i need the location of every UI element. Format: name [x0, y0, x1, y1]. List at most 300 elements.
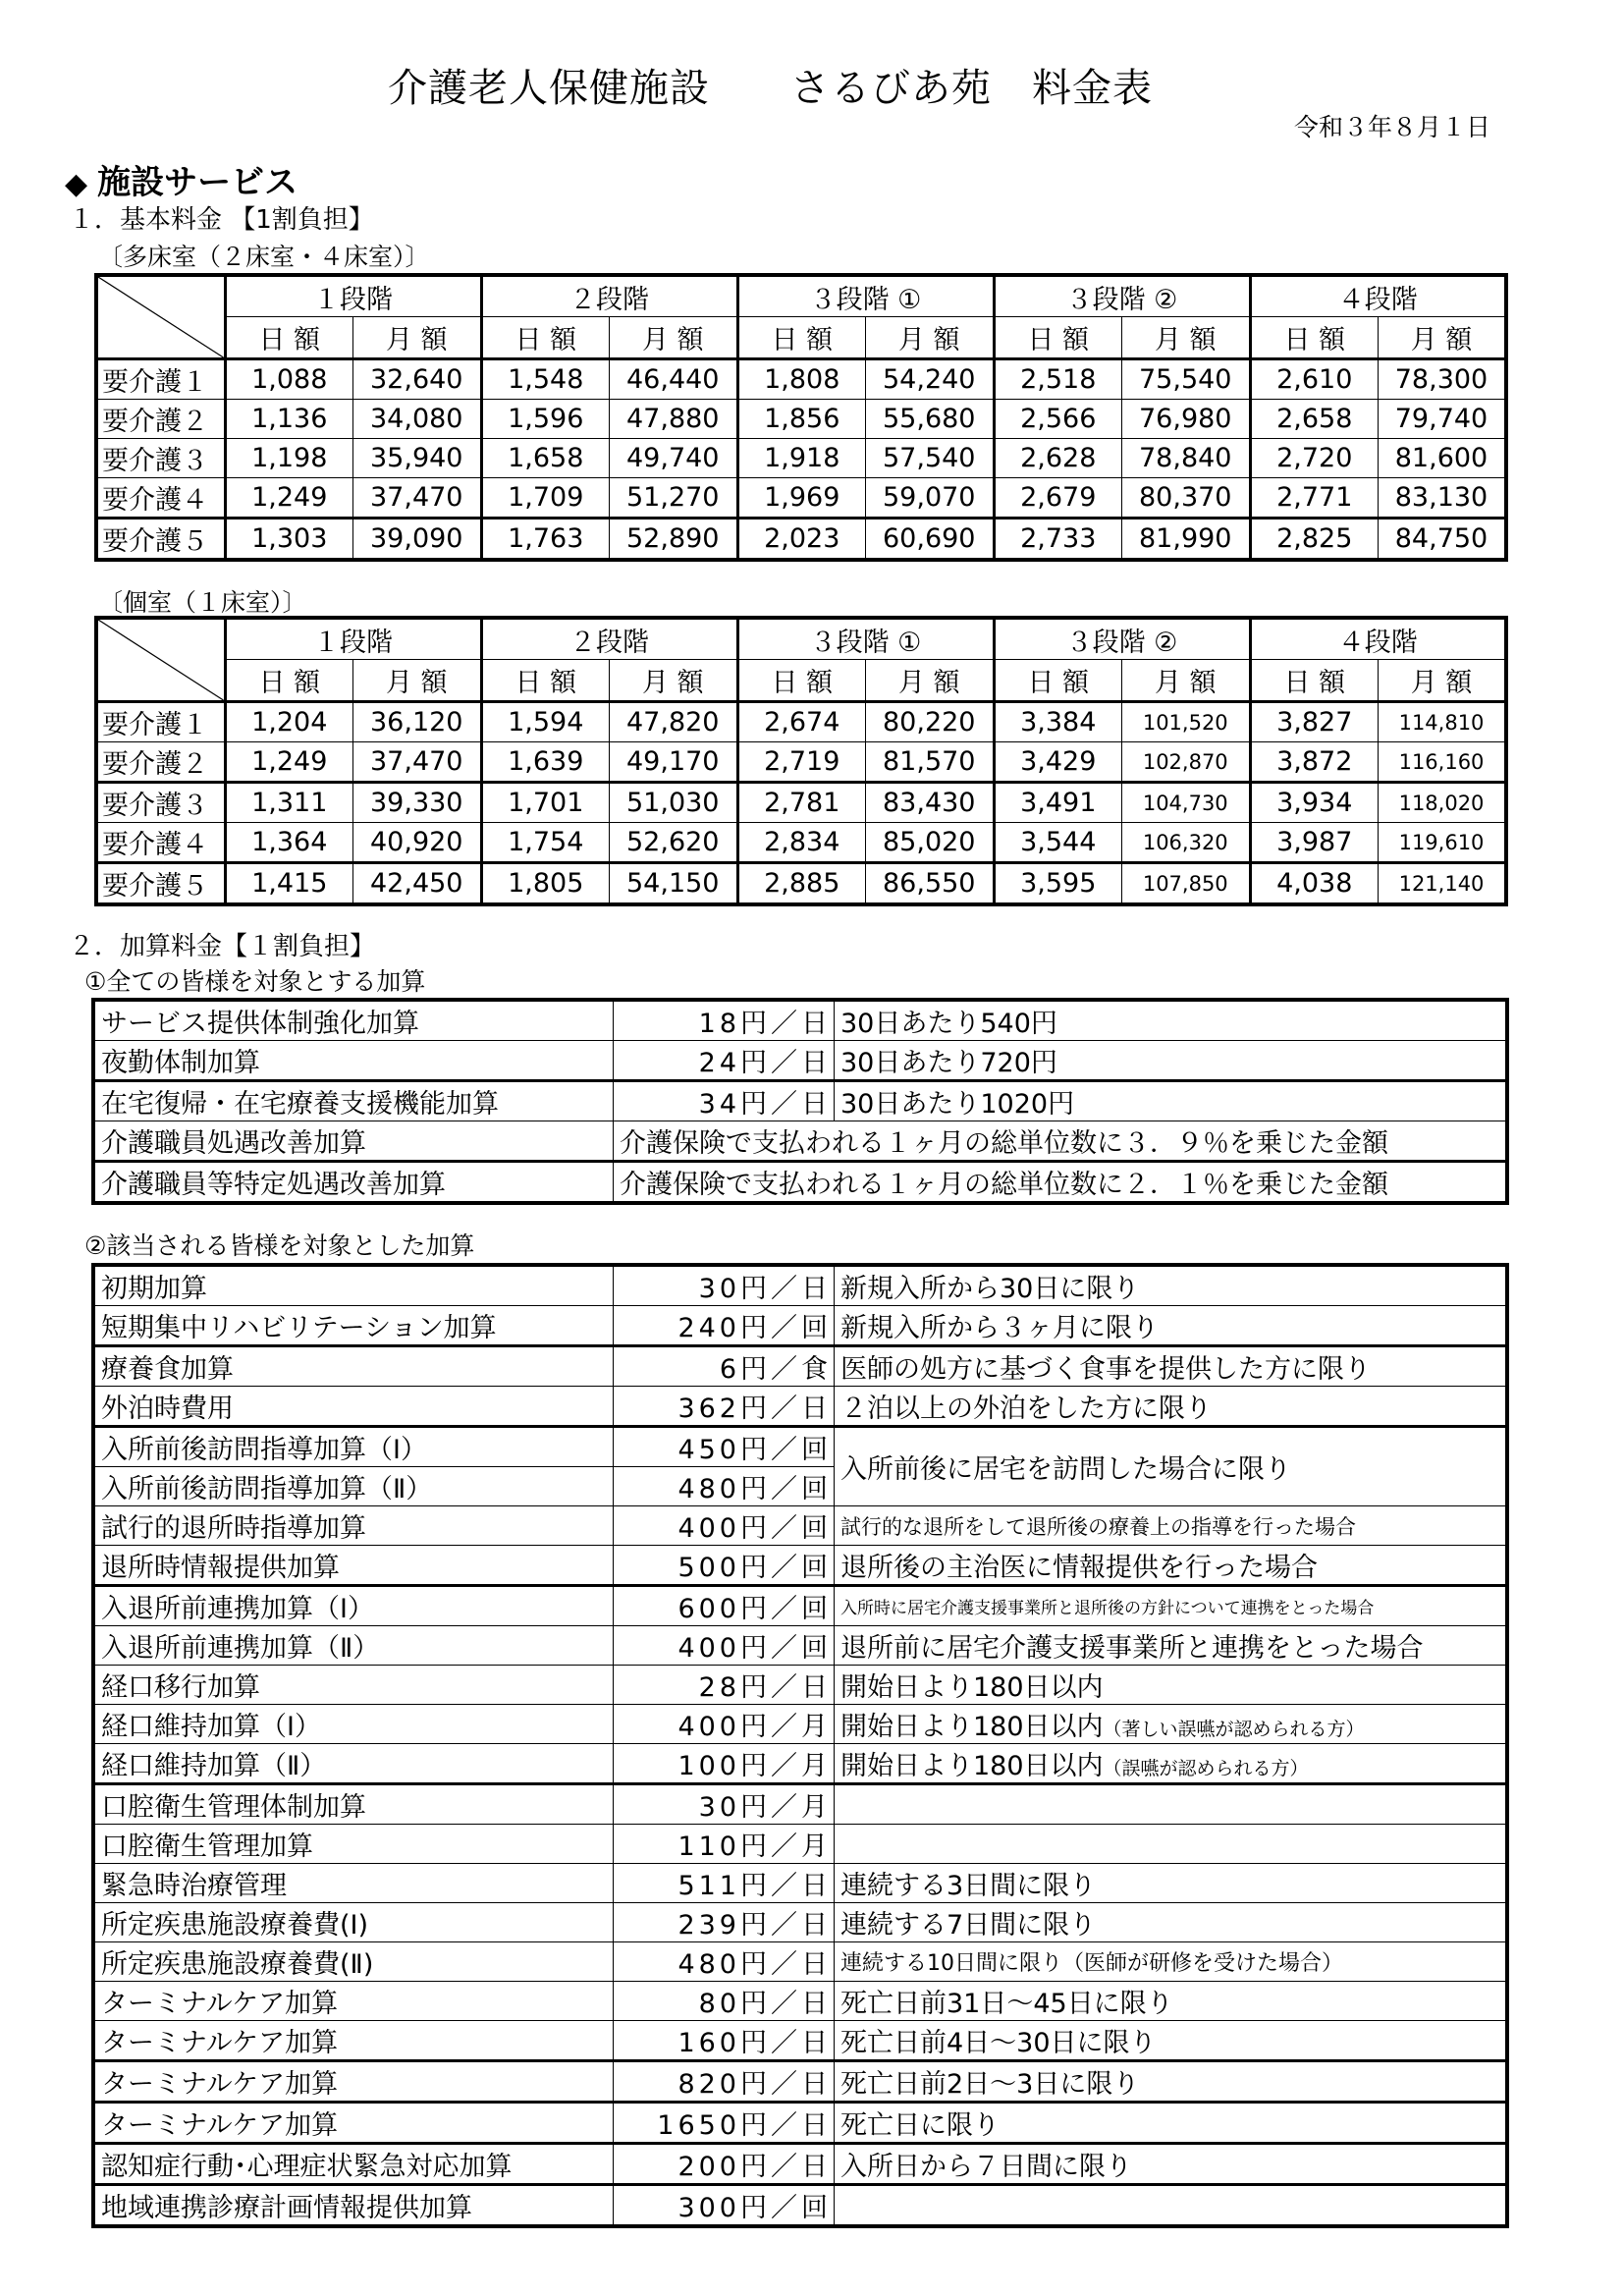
addon-note	[835, 1942, 1508, 1982]
daily-amount-cell: 3,544	[994, 823, 1122, 863]
daily-amount-header: 日 額	[737, 660, 866, 702]
daily-amount-cell: 1,249	[225, 742, 353, 783]
stage-header: ２段階	[481, 275, 737, 317]
monthly-amount-cell: 85,020	[866, 823, 995, 863]
addon-name: 所定疾患施設療養費(Ⅱ)	[93, 1942, 614, 1982]
addon-note: 介護保険で支払われる１ヶ月の総単位数に２．１％を乗じた金額	[614, 1162, 1508, 1204]
daily-amount-cell: 2,023	[737, 519, 866, 561]
addon-note: 30日あたり720円	[835, 1041, 1508, 1081]
addon-amount: 500円／回	[614, 1546, 835, 1586]
monthly-amount-cell: 46,440	[610, 359, 738, 400]
monthly-amount-cell: 39,090	[353, 519, 482, 561]
daily-amount-cell: 1,701	[481, 783, 610, 823]
monthly-amount-cell: 36,120	[353, 702, 482, 742]
monthly-amount-cell: 83,430	[866, 783, 995, 823]
daily-amount-cell: 2,885	[737, 863, 866, 905]
addon-note-text: 連続する10日間に限り（医師が研修を受けた場合）	[840, 1951, 1343, 1976]
daily-amount-cell: 1,136	[225, 400, 353, 439]
addon-name: 口腔衛生管理加算	[93, 1825, 614, 1864]
care-level-row	[96, 783, 1506, 823]
addon-row	[93, 1387, 1507, 1427]
addon-name: ターミナルケア加算	[93, 2061, 614, 2103]
daily-amount-cell: 1,198	[225, 439, 353, 478]
addon-row	[93, 1586, 1507, 1626]
addon-amount: 300円／回	[614, 2185, 835, 2227]
daily-amount-header: 日 額	[994, 660, 1122, 702]
addon-row	[93, 2021, 1507, 2061]
daily-amount-cell: 2,834	[737, 823, 866, 863]
addon-row	[93, 1121, 1507, 1162]
care-level-label: 要介護１	[96, 702, 225, 742]
addon-row	[93, 2103, 1507, 2144]
daily-amount-cell: 3,987	[1250, 823, 1379, 863]
daily-amount-header: 日 額	[481, 317, 610, 359]
daily-amount-cell: 1,303	[225, 519, 353, 561]
addon-note-text: 入所前後に居宅を訪問した場合に限り	[840, 1454, 1291, 1485]
monthly-amount-cell: 119,610	[1379, 823, 1507, 863]
monthly-amount-cell: 32,640	[353, 359, 482, 400]
monthly-amount-cell: 107,850	[1122, 863, 1251, 905]
addon-amount: 28円／日	[614, 1666, 835, 1705]
addon-amount: 480円／日	[614, 1942, 835, 1982]
monthly-amount-cell: 121,140	[1379, 863, 1507, 905]
care-level-label: 要介護３	[96, 783, 225, 823]
monthly-amount-cell: 80,370	[1122, 478, 1251, 519]
monthly-amount-header: 月 額	[1379, 660, 1507, 702]
addon-amount: 110円／月	[614, 1825, 835, 1864]
addon-name: 地域連携診療計画情報提供加算	[93, 2185, 614, 2227]
monthly-amount-header: 月 額	[353, 660, 482, 702]
addon-row	[93, 1744, 1507, 1784]
monthly-amount-cell: 81,990	[1122, 519, 1251, 561]
applicable-users-addon-table	[91, 1263, 1509, 2228]
addon-note-text: 試行的な退所をして退所後の療養上の指導を行った場合	[840, 1514, 1356, 1539]
care-level-label: 要介護５	[96, 863, 225, 905]
addon-amount: 480円／回	[614, 1467, 835, 1506]
addon-note	[835, 1666, 1508, 1705]
daily-amount-header: 日 額	[481, 660, 610, 702]
addon-note-text: 開始日より180日以内	[840, 1712, 1104, 1742]
applicable-users-subtitle: ②該当される皆様を対象とした加算	[84, 1231, 475, 1260]
addon-note-detail: （著しい誤嚥が認められる方）	[1103, 1719, 1365, 1740]
addon-amount: 362円／日	[614, 1387, 835, 1427]
addon-row	[93, 1626, 1507, 1666]
care-level-row	[96, 439, 1506, 478]
care-level-row	[96, 359, 1506, 400]
monthly-amount-cell: 76,980	[1122, 400, 1251, 439]
addon-row	[93, 1041, 1507, 1081]
addon-row	[93, 1784, 1507, 1825]
addon-row	[93, 1903, 1507, 1942]
daily-amount-header: 日 額	[1250, 660, 1379, 702]
addon-amount: 6円／食	[614, 1346, 835, 1387]
addon-note	[835, 2021, 1508, 2061]
corner-cell	[96, 275, 225, 359]
addon-amount: 160円／日	[614, 2021, 835, 2061]
daily-amount-cell: 1,639	[481, 742, 610, 783]
addon-name: ターミナルケア加算	[93, 2021, 614, 2061]
amount-type-row	[96, 317, 1506, 359]
daily-amount-cell: 2,733	[994, 519, 1122, 561]
addon-note-text: 新規入所から３ヶ月に限り	[840, 1313, 1159, 1343]
addon-note-detail: （誤嚥が認められる方）	[1103, 1758, 1309, 1779]
care-level-row	[96, 400, 1506, 439]
stage-header: ４段階	[1250, 275, 1506, 317]
single-room-rate-table	[94, 616, 1508, 906]
daily-amount-cell: 1,594	[481, 702, 610, 742]
monthly-amount-cell: 60,690	[866, 519, 995, 561]
daily-amount-cell: 3,934	[1250, 783, 1379, 823]
daily-amount-cell: 1,808	[737, 359, 866, 400]
stage-header: ３段階 ②	[994, 618, 1250, 660]
addon-name: 口腔衛生管理体制加算	[93, 1784, 614, 1825]
addon-name: 介護職員等特定処遇改善加算	[93, 1162, 614, 1204]
section-heading	[65, 155, 298, 203]
monthly-amount-cell: 55,680	[866, 400, 995, 439]
monthly-amount-cell: 86,550	[866, 863, 995, 905]
daily-amount-cell: 2,720	[1250, 439, 1379, 478]
diagonal-line-icon	[98, 277, 224, 357]
daily-amount-cell: 2,658	[1250, 400, 1379, 439]
daily-amount-cell: 3,491	[994, 783, 1122, 823]
monthly-amount-header: 月 額	[866, 660, 995, 702]
addon-name: 所定疾患施設療養費(Ⅰ)	[93, 1903, 614, 1942]
addon-amount: 1650円／日	[614, 2103, 835, 2144]
care-level-label: 要介護４	[96, 823, 225, 863]
addon-row	[93, 2144, 1507, 2185]
care-level-row	[96, 823, 1506, 863]
monthly-amount-cell: 116,160	[1379, 742, 1507, 783]
daily-amount-cell: 2,610	[1250, 359, 1379, 400]
stage-header: ２段階	[481, 618, 737, 660]
addon-name: 認知症行動･心理症状緊急対応加算	[93, 2144, 614, 2185]
care-level-label: 要介護１	[96, 359, 225, 400]
daily-amount-cell: 3,384	[994, 702, 1122, 742]
issue-date: 令和３年８月１日	[1294, 113, 1491, 141]
monthly-amount-cell: 40,920	[353, 823, 482, 863]
care-level-row	[96, 702, 1506, 742]
addon-name: 経口移行加算	[93, 1666, 614, 1705]
care-level-label: 要介護２	[96, 742, 225, 783]
addon-name: 試行的退所時指導加算	[93, 1506, 614, 1546]
addon-name: サービス提供体制強化加算	[93, 1000, 614, 1041]
daily-amount-cell: 2,825	[1250, 519, 1379, 561]
monthly-amount-cell: 54,150	[610, 863, 738, 905]
monthly-amount-header: 月 額	[1379, 317, 1507, 359]
monthly-amount-cell: 47,820	[610, 702, 738, 742]
addon-row	[93, 1705, 1507, 1744]
stage-header: １段階	[225, 275, 481, 317]
daily-amount-cell: 4,038	[1250, 863, 1379, 905]
addon-row	[93, 1864, 1507, 1903]
addon-note	[835, 1265, 1508, 1306]
daily-amount-cell: 1,364	[225, 823, 353, 863]
stage-header-row	[96, 275, 1506, 317]
addon-note-text: 連続する3日間に限り	[840, 1871, 1097, 1901]
addon-name: 経口維持加算（Ⅱ）	[93, 1744, 614, 1784]
addon-name: 夜勤体制加算	[93, 1041, 614, 1081]
daily-amount-header: 日 額	[225, 317, 353, 359]
stage-header: １段階	[225, 618, 481, 660]
addon-row	[93, 1000, 1507, 1041]
daily-amount-cell: 2,674	[737, 702, 866, 742]
addon-fee-title: ２．加算料金【１割負担】	[69, 932, 376, 961]
addon-note: 30日あたり1020円	[835, 1081, 1508, 1121]
daily-amount-cell: 1,548	[481, 359, 610, 400]
page-title: 介護老人保健施設 さるびあ苑 料金表	[388, 66, 1153, 111]
addon-name: 介護職員処遇改善加算	[93, 1121, 614, 1162]
monthly-amount-cell: 51,030	[610, 783, 738, 823]
addon-name: ターミナルケア加算	[93, 2103, 614, 2144]
monthly-amount-cell: 49,170	[610, 742, 738, 783]
addon-amount: 24円／日	[614, 1041, 835, 1081]
daily-amount-cell: 1,754	[481, 823, 610, 863]
basic-fee-title: １．基本料金 【1割負担】	[69, 205, 374, 235]
daily-amount-cell: 2,518	[994, 359, 1122, 400]
addon-note-text: 退所前に居宅介護支援事業所と連携をとった場合	[840, 1633, 1424, 1664]
daily-amount-cell: 1,204	[225, 702, 353, 742]
addon-note	[835, 2144, 1508, 2185]
diamond-icon: ◆	[65, 167, 88, 201]
daily-amount-cell: 2,566	[994, 400, 1122, 439]
monthly-amount-cell: 118,020	[1379, 783, 1507, 823]
addon-amount: 80円／日	[614, 1982, 835, 2021]
monthly-amount-cell: 114,810	[1379, 702, 1507, 742]
addon-name: 緊急時治療管理	[93, 1864, 614, 1903]
monthly-amount-header: 月 額	[610, 660, 738, 702]
addon-note	[835, 2185, 1508, 2227]
addon-note	[835, 1903, 1508, 1942]
addon-name: 短期集中リハビリテーション加算	[93, 1306, 614, 1346]
monthly-amount-cell: 59,070	[866, 478, 995, 519]
daily-amount-cell: 1,805	[481, 863, 610, 905]
monthly-amount-header: 月 額	[353, 317, 482, 359]
addon-name: 退所時情報提供加算	[93, 1546, 614, 1586]
all-users-addon-table	[91, 998, 1509, 1205]
monthly-amount-cell: 78,840	[1122, 439, 1251, 478]
addon-name: 入所前後訪問指導加算（Ⅱ）	[93, 1467, 614, 1506]
addon-note-text: 退所後の主治医に情報提供を行った場合	[840, 1553, 1318, 1583]
daily-amount-header: 日 額	[994, 317, 1122, 359]
addon-row	[93, 2061, 1507, 2103]
daily-amount-cell: 1,763	[481, 519, 610, 561]
addon-amount: 400円／回	[614, 1626, 835, 1666]
addon-amount: 400円／月	[614, 1705, 835, 1744]
amount-type-row	[96, 660, 1506, 702]
care-level-row	[96, 519, 1506, 561]
addon-note-text: 入所日から７日間に限り	[840, 2152, 1132, 2182]
addon-note	[835, 1427, 1508, 1506]
addon-amount: 820円／日	[614, 2061, 835, 2103]
monthly-amount-cell: 79,740	[1379, 400, 1507, 439]
daily-amount-cell: 3,827	[1250, 702, 1379, 742]
addon-row	[93, 1081, 1507, 1121]
addon-note	[835, 1825, 1508, 1864]
daily-amount-cell: 3,595	[994, 863, 1122, 905]
daily-amount-cell: 3,429	[994, 742, 1122, 783]
addon-note-text: 開始日より180日以内	[840, 1672, 1104, 1703]
addon-note-text: 死亡日前2日～3日に限り	[840, 2069, 1140, 2100]
addon-row	[93, 1306, 1507, 1346]
addon-note	[835, 2061, 1508, 2103]
monthly-amount-cell: 101,520	[1122, 702, 1251, 742]
multi-bed-subtitle: 〔多床室（２床室・４床室）〕	[98, 243, 430, 271]
addon-amount: 100円／月	[614, 1744, 835, 1784]
stage-header: ４段階	[1250, 618, 1506, 660]
addon-note	[835, 1506, 1508, 1546]
addon-row	[93, 1546, 1507, 1586]
monthly-amount-cell: 78,300	[1379, 359, 1507, 400]
monthly-amount-header: 月 額	[1122, 317, 1251, 359]
daily-amount-cell: 1,311	[225, 783, 353, 823]
daily-amount-cell: 1,249	[225, 478, 353, 519]
addon-note-text: 開始日より180日以内	[840, 1751, 1104, 1781]
monthly-amount-cell: 81,570	[866, 742, 995, 783]
addon-name: 療養食加算	[93, 1346, 614, 1387]
daily-amount-cell: 1,658	[481, 439, 610, 478]
monthly-amount-cell: 39,330	[353, 783, 482, 823]
addon-amount: 30円／日	[614, 1265, 835, 1306]
addon-amount: 400円／回	[614, 1506, 835, 1546]
addon-note-text: 医師の処方に基づく食事を提供した方に限り	[840, 1354, 1371, 1385]
addon-row	[93, 1506, 1507, 1546]
addon-note	[835, 1306, 1508, 1346]
addon-note-text: 入所時に居宅介護支援事業所と退所後の方針について連携をとった場合	[840, 1599, 1375, 1618]
daily-amount-cell: 1,088	[225, 359, 353, 400]
addon-note-text: 死亡日前4日～30日に限り	[840, 2028, 1157, 2058]
daily-amount-cell: 1,596	[481, 400, 610, 439]
addon-row	[93, 2185, 1507, 2227]
monthly-amount-cell: 81,600	[1379, 439, 1507, 478]
daily-amount-cell: 2,781	[737, 783, 866, 823]
daily-amount-header: 日 額	[737, 317, 866, 359]
monthly-amount-cell: 54,240	[866, 359, 995, 400]
addon-note	[835, 1705, 1508, 1744]
addon-name: 外泊時費用	[93, 1387, 614, 1427]
addon-amount: 239円／日	[614, 1903, 835, 1942]
addon-note: 30日あたり540円	[835, 1000, 1508, 1041]
monthly-amount-header: 月 額	[866, 317, 995, 359]
addon-name: 入退所前連携加算（Ⅱ）	[93, 1626, 614, 1666]
monthly-amount-cell: 84,750	[1379, 519, 1507, 561]
addon-name: 初期加算	[93, 1265, 614, 1306]
care-level-row	[96, 478, 1506, 519]
stage-header: ３段階 ①	[737, 275, 994, 317]
daily-amount-cell: 1,969	[737, 478, 866, 519]
addon-name: 入所前後訪問指導加算（Ⅰ）	[93, 1427, 614, 1467]
addon-note-text: 死亡日前31日～45日に限り	[840, 1989, 1173, 2019]
care-level-label: 要介護４	[96, 478, 225, 519]
monthly-amount-cell: 106,320	[1122, 823, 1251, 863]
addon-name: 経口維持加算（Ⅰ）	[93, 1705, 614, 1744]
monthly-amount-cell: 47,880	[610, 400, 738, 439]
monthly-amount-cell: 75,540	[1122, 359, 1251, 400]
care-level-label: 要介護２	[96, 400, 225, 439]
addon-note	[835, 1586, 1508, 1626]
addon-note-text: 死亡日に限り	[840, 2110, 1000, 2141]
monthly-amount-cell: 42,450	[353, 863, 482, 905]
addon-amount: 18円／日	[614, 1000, 835, 1041]
monthly-amount-cell: 102,870	[1122, 742, 1251, 783]
daily-amount-cell: 3,872	[1250, 742, 1379, 783]
monthly-amount-cell: 104,730	[1122, 783, 1251, 823]
daily-amount-cell: 1,415	[225, 863, 353, 905]
addon-amount: 511円／日	[614, 1864, 835, 1903]
addon-note: 介護保険で支払われる１ヶ月の総単位数に３．９％を乗じた金額	[614, 1121, 1508, 1162]
monthly-amount-cell: 37,470	[353, 478, 482, 519]
stage-header: ３段階 ②	[994, 275, 1250, 317]
daily-amount-header: 日 額	[225, 660, 353, 702]
monthly-amount-cell: 57,540	[866, 439, 995, 478]
monthly-amount-cell: 83,130	[1379, 478, 1507, 519]
addon-name: 在宅復帰・在宅療養支援機能加算	[93, 1081, 614, 1121]
monthly-amount-cell: 34,080	[353, 400, 482, 439]
addon-row	[93, 1427, 1507, 1467]
addon-amount: 600円／回	[614, 1586, 835, 1626]
addon-row	[93, 1942, 1507, 1982]
addon-amount: 240円／回	[614, 1306, 835, 1346]
monthly-amount-cell: 80,220	[866, 702, 995, 742]
section-heading-text: 施設サービス	[97, 163, 298, 202]
addon-note	[835, 1626, 1508, 1666]
monthly-amount-cell: 49,740	[610, 439, 738, 478]
addon-note	[835, 1546, 1508, 1586]
addon-note	[835, 2103, 1508, 2144]
daily-amount-cell: 2,628	[994, 439, 1122, 478]
addon-amount: 200円／日	[614, 2144, 835, 2185]
all-users-subtitle: ①全ての皆様を対象とする加算	[84, 967, 426, 996]
addon-name: ターミナルケア加算	[93, 1982, 614, 2021]
daily-amount-cell: 2,719	[737, 742, 866, 783]
daily-amount-cell: 2,771	[1250, 478, 1379, 519]
daily-amount-header: 日 額	[1250, 317, 1379, 359]
corner-cell	[96, 618, 225, 702]
diagonal-line-icon	[98, 620, 224, 700]
monthly-amount-cell: 51,270	[610, 478, 738, 519]
addon-row	[93, 1666, 1507, 1705]
care-level-label: 要介護５	[96, 519, 225, 561]
multi-bed-rate-table	[94, 273, 1508, 562]
addon-row	[93, 1162, 1507, 1204]
addon-note	[835, 1387, 1508, 1427]
addon-note	[835, 1982, 1508, 2021]
addon-note	[835, 1346, 1508, 1387]
daily-amount-cell: 2,679	[994, 478, 1122, 519]
care-level-row	[96, 863, 1506, 905]
monthly-amount-header: 月 額	[610, 317, 738, 359]
care-level-row	[96, 742, 1506, 783]
daily-amount-cell: 1,856	[737, 400, 866, 439]
addon-amount: 34円／日	[614, 1081, 835, 1121]
monthly-amount-cell: 52,620	[610, 823, 738, 863]
addon-note-text: 新規入所から30日に限り	[840, 1274, 1140, 1304]
single-room-subtitle: 〔個室（１床室）〕	[98, 588, 307, 617]
addon-note	[835, 1864, 1508, 1903]
care-level-label: 要介護３	[96, 439, 225, 478]
addon-note-text: 連続する7日間に限り	[840, 1910, 1097, 1941]
stage-header: ３段階 ①	[737, 618, 994, 660]
addon-note	[835, 1744, 1508, 1784]
addon-row	[93, 1265, 1507, 1306]
daily-amount-cell: 1,918	[737, 439, 866, 478]
addon-row	[93, 1346, 1507, 1387]
daily-amount-cell: 1,709	[481, 478, 610, 519]
monthly-amount-cell: 52,890	[610, 519, 738, 561]
addon-row	[93, 1982, 1507, 2021]
monthly-amount-cell: 35,940	[353, 439, 482, 478]
addon-note-text: ２泊以上の外泊をした方に限り	[840, 1394, 1212, 1424]
addon-amount: 30円／月	[614, 1784, 835, 1825]
